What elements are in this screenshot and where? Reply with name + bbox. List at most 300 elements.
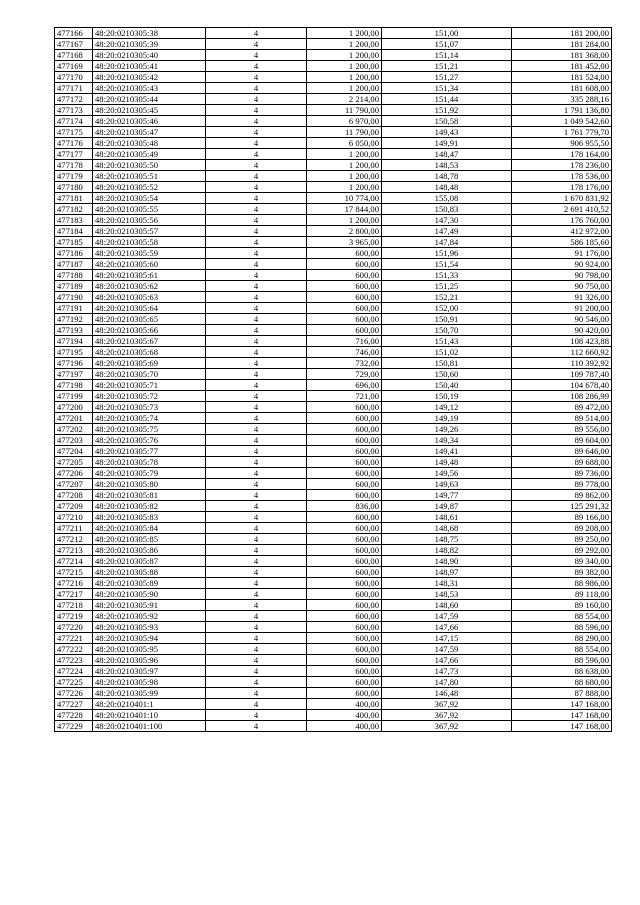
rate-cell: 150,58 <box>382 116 512 127</box>
cadastral-number-cell: 48:20:0210305:46 <box>93 116 206 127</box>
value-cell: 89 778,00 <box>512 479 612 490</box>
group-cell: 4 <box>206 490 307 501</box>
rate-cell: 151,92 <box>382 105 512 116</box>
area-cell: 600,00 <box>307 600 382 611</box>
table-row <box>55 369 612 380</box>
table-row <box>55 479 612 490</box>
table-row <box>55 94 612 105</box>
rate-cell: 148,61 <box>382 512 512 523</box>
rate-cell: 147,59 <box>382 611 512 622</box>
value-cell: 88 680,00 <box>512 677 612 688</box>
table-row <box>55 248 612 259</box>
group-cell: 4 <box>206 413 307 424</box>
row-number-cell: 477191 <box>55 303 93 314</box>
cadastral-number-cell: 48:20:0210305:89 <box>93 578 206 589</box>
table-row <box>55 182 612 193</box>
area-cell: 3 965,00 <box>307 237 382 248</box>
table-row <box>55 325 612 336</box>
rate-cell: 148,53 <box>382 160 512 171</box>
value-cell: 91 326,00 <box>512 292 612 303</box>
area-cell: 600,00 <box>307 589 382 600</box>
cadastral-number-cell: 48:20:0210305:57 <box>93 226 206 237</box>
table-row <box>55 270 612 281</box>
rate-cell: 367,92 <box>382 721 512 732</box>
rate-cell: 148,75 <box>382 534 512 545</box>
rate-cell: 148,90 <box>382 556 512 567</box>
group-cell: 4 <box>206 721 307 732</box>
value-cell: 178 164,00 <box>512 149 612 160</box>
value-cell: 2 691 410,52 <box>512 204 612 215</box>
row-number-cell: 477189 <box>55 281 93 292</box>
value-cell: 90 546,00 <box>512 314 612 325</box>
group-cell: 4 <box>206 347 307 358</box>
area-cell: 600,00 <box>307 248 382 259</box>
cadastral-number-cell: 48:20:0210305:84 <box>93 523 206 534</box>
cadastral-number-cell: 48:20:0210305:70 <box>93 369 206 380</box>
rate-cell: 150,70 <box>382 325 512 336</box>
table-row <box>55 83 612 94</box>
rate-cell: 367,92 <box>382 699 512 710</box>
rate-cell: 151,54 <box>382 259 512 270</box>
area-cell: 2 800,00 <box>307 226 382 237</box>
area-cell: 1 200,00 <box>307 28 382 39</box>
rate-cell: 149,77 <box>382 490 512 501</box>
area-cell: 600,00 <box>307 413 382 424</box>
area-cell: 716,00 <box>307 336 382 347</box>
group-cell: 4 <box>206 303 307 314</box>
table-row <box>55 534 612 545</box>
table-row <box>55 699 612 710</box>
cadastral-number-cell: 48:20:0210305:40 <box>93 50 206 61</box>
area-cell: 600,00 <box>307 644 382 655</box>
table-row <box>55 292 612 303</box>
value-cell: 178 536,00 <box>512 171 612 182</box>
value-cell: 1 761 779,70 <box>512 127 612 138</box>
rate-cell: 147,84 <box>382 237 512 248</box>
value-cell: 87 888,00 <box>512 688 612 699</box>
value-cell: 181 200,00 <box>512 28 612 39</box>
row-number-cell: 477210 <box>55 512 93 523</box>
cadastral-number-cell: 48:20:0210401:1 <box>93 699 206 710</box>
rate-cell: 147,66 <box>382 622 512 633</box>
table-row <box>55 655 612 666</box>
area-cell: 1 200,00 <box>307 171 382 182</box>
value-cell: 89 160,00 <box>512 600 612 611</box>
cadastral-number-cell: 48:20:0210305:52 <box>93 182 206 193</box>
group-cell: 4 <box>206 215 307 226</box>
group-cell: 4 <box>206 633 307 644</box>
group-cell: 4 <box>206 644 307 655</box>
row-number-cell: 477217 <box>55 589 93 600</box>
row-number-cell: 477174 <box>55 116 93 127</box>
area-cell: 600,00 <box>307 292 382 303</box>
rate-cell: 150,60 <box>382 369 512 380</box>
cadastral-number-cell: 48:20:0210305:60 <box>93 259 206 270</box>
group-cell: 4 <box>206 292 307 303</box>
row-number-cell: 477221 <box>55 633 93 644</box>
table-row <box>55 391 612 402</box>
rate-cell: 149,91 <box>382 138 512 149</box>
row-number-cell: 477214 <box>55 556 93 567</box>
table-row <box>55 677 612 688</box>
table-row <box>55 259 612 270</box>
value-cell: 90 420,00 <box>512 325 612 336</box>
area-cell: 746,00 <box>307 347 382 358</box>
rate-cell: 148,48 <box>382 182 512 193</box>
row-number-cell: 477212 <box>55 534 93 545</box>
table-row <box>55 446 612 457</box>
table-row <box>55 578 612 589</box>
table-row <box>55 435 612 446</box>
area-cell: 1 200,00 <box>307 160 382 171</box>
group-cell: 4 <box>206 72 307 83</box>
group-cell: 4 <box>206 116 307 127</box>
row-number-cell: 477180 <box>55 182 93 193</box>
area-cell: 600,00 <box>307 479 382 490</box>
area-cell: 600,00 <box>307 677 382 688</box>
area-cell: 600,00 <box>307 259 382 270</box>
area-cell: 600,00 <box>307 534 382 545</box>
group-cell: 4 <box>206 160 307 171</box>
table-row <box>55 721 612 732</box>
value-cell: 147 168,00 <box>512 710 612 721</box>
cadastral-number-cell: 48:20:0210305:91 <box>93 600 206 611</box>
table-row <box>55 644 612 655</box>
table-row <box>55 347 612 358</box>
value-cell: 89 862,00 <box>512 490 612 501</box>
row-number-cell: 477177 <box>55 149 93 160</box>
area-cell: 6 050,00 <box>307 138 382 149</box>
cadastral-number-cell: 48:20:0210305:80 <box>93 479 206 490</box>
group-cell: 4 <box>206 468 307 479</box>
group-cell: 4 <box>206 182 307 193</box>
row-number-cell: 477213 <box>55 545 93 556</box>
cadastral-number-cell: 48:20:0210305:77 <box>93 446 206 457</box>
table-row <box>55 336 612 347</box>
value-cell: 89 646,00 <box>512 446 612 457</box>
area-cell: 600,00 <box>307 611 382 622</box>
row-number-cell: 477201 <box>55 413 93 424</box>
group-cell: 4 <box>206 600 307 611</box>
row-number-cell: 477215 <box>55 567 93 578</box>
cadastral-number-cell: 48:20:0210305:51 <box>93 171 206 182</box>
value-cell: 109 787,40 <box>512 369 612 380</box>
row-number-cell: 477166 <box>55 28 93 39</box>
cadastral-number-cell: 48:20:0210305:54 <box>93 193 206 204</box>
area-cell: 600,00 <box>307 468 382 479</box>
cadastral-number-cell: 48:20:0210305:39 <box>93 39 206 50</box>
area-cell: 600,00 <box>307 270 382 281</box>
rate-cell: 151,33 <box>382 270 512 281</box>
value-cell: 89 340,00 <box>512 556 612 567</box>
group-cell: 4 <box>206 479 307 490</box>
cadastral-number-cell: 48:20:0210305:41 <box>93 61 206 72</box>
group-cell: 4 <box>206 589 307 600</box>
row-number-cell: 477206 <box>55 468 93 479</box>
table-row <box>55 413 612 424</box>
row-number-cell: 477196 <box>55 358 93 369</box>
area-cell: 1 200,00 <box>307 83 382 94</box>
group-cell: 4 <box>206 391 307 402</box>
area-cell: 1 200,00 <box>307 72 382 83</box>
value-cell: 176 760,00 <box>512 215 612 226</box>
row-number-cell: 477228 <box>55 710 93 721</box>
row-number-cell: 477219 <box>55 611 93 622</box>
row-number-cell: 477167 <box>55 39 93 50</box>
rate-cell: 147,59 <box>382 644 512 655</box>
cadastral-number-cell: 48:20:0210305:87 <box>93 556 206 567</box>
table-row <box>55 457 612 468</box>
cadastral-number-cell: 48:20:0210305:72 <box>93 391 206 402</box>
cadastral-number-cell: 48:20:0210305:38 <box>93 28 206 39</box>
value-cell: 147 168,00 <box>512 699 612 710</box>
area-cell: 1 200,00 <box>307 182 382 193</box>
table-row <box>55 314 612 325</box>
row-number-cell: 477193 <box>55 325 93 336</box>
cadastral-number-cell: 48:20:0210305:76 <box>93 435 206 446</box>
area-cell: 600,00 <box>307 435 382 446</box>
table-row <box>55 512 612 523</box>
value-cell: 89 166,00 <box>512 512 612 523</box>
row-number-cell: 477218 <box>55 600 93 611</box>
cadastral-number-cell: 48:20:0210305:78 <box>93 457 206 468</box>
cadastral-number-cell: 48:20:0210305:64 <box>93 303 206 314</box>
cadastral-number-cell: 48:20:0210305:85 <box>93 534 206 545</box>
area-cell: 729,00 <box>307 369 382 380</box>
rate-cell: 151,21 <box>382 61 512 72</box>
value-cell: 178 176,00 <box>512 182 612 193</box>
group-cell: 4 <box>206 655 307 666</box>
row-number-cell: 477184 <box>55 226 93 237</box>
rate-cell: 149,26 <box>382 424 512 435</box>
value-cell: 1 670 831,92 <box>512 193 612 204</box>
rate-cell: 149,12 <box>382 402 512 413</box>
rate-cell: 367,92 <box>382 710 512 721</box>
row-number-cell: 477172 <box>55 94 93 105</box>
rate-cell: 151,44 <box>382 94 512 105</box>
cadastral-number-cell: 48:20:0210401:100 <box>93 721 206 732</box>
table-row <box>55 611 612 622</box>
rate-cell: 147,66 <box>382 655 512 666</box>
cadastral-number-cell: 48:20:0210305:50 <box>93 160 206 171</box>
area-cell: 1 200,00 <box>307 215 382 226</box>
table-row <box>55 556 612 567</box>
table-row <box>55 226 612 237</box>
table-row <box>55 160 612 171</box>
row-number-cell: 477220 <box>55 622 93 633</box>
value-cell: 91 200,00 <box>512 303 612 314</box>
cadastral-number-cell: 48:20:0210305:45 <box>93 105 206 116</box>
value-cell: 88 986,00 <box>512 578 612 589</box>
cadastral-number-cell: 48:20:0210305:67 <box>93 336 206 347</box>
rate-cell: 147,80 <box>382 677 512 688</box>
area-cell: 11 790,00 <box>307 105 382 116</box>
area-cell: 600,00 <box>307 512 382 523</box>
area-cell: 600,00 <box>307 325 382 336</box>
rate-cell: 149,34 <box>382 435 512 446</box>
value-cell: 90 798,00 <box>512 270 612 281</box>
area-cell: 600,00 <box>307 567 382 578</box>
cadastral-number-cell: 48:20:0210305:93 <box>93 622 206 633</box>
value-cell: 89 472,00 <box>512 402 612 413</box>
group-cell: 4 <box>206 424 307 435</box>
row-number-cell: 477226 <box>55 688 93 699</box>
group-cell: 4 <box>206 358 307 369</box>
area-cell: 600,00 <box>307 578 382 589</box>
row-number-cell: 477199 <box>55 391 93 402</box>
cadastral-number-cell: 48:20:0210305:58 <box>93 237 206 248</box>
cadastral-number-cell: 48:20:0210305:82 <box>93 501 206 512</box>
row-number-cell: 477175 <box>55 127 93 138</box>
group-cell: 4 <box>206 699 307 710</box>
row-number-cell: 477194 <box>55 336 93 347</box>
rate-cell: 151,00 <box>382 28 512 39</box>
value-cell: 586 185,60 <box>512 237 612 248</box>
cadastral-number-cell: 48:20:0210305:74 <box>93 413 206 424</box>
value-cell: 1 049 542,60 <box>512 116 612 127</box>
area-cell: 600,00 <box>307 457 382 468</box>
group-cell: 4 <box>206 314 307 325</box>
group-cell: 4 <box>206 325 307 336</box>
value-cell: 90 924,00 <box>512 259 612 270</box>
value-cell: 88 638,00 <box>512 666 612 677</box>
group-cell: 4 <box>206 138 307 149</box>
table-row <box>55 545 612 556</box>
value-cell: 89 688,00 <box>512 457 612 468</box>
rate-cell: 148,53 <box>382 589 512 600</box>
table-row <box>55 127 612 138</box>
value-cell: 88 554,00 <box>512 611 612 622</box>
rate-cell: 148,60 <box>382 600 512 611</box>
row-number-cell: 477223 <box>55 655 93 666</box>
group-cell: 4 <box>206 259 307 270</box>
value-cell: 89 208,00 <box>512 523 612 534</box>
group-cell: 4 <box>206 710 307 721</box>
group-cell: 4 <box>206 435 307 446</box>
row-number-cell: 477229 <box>55 721 93 732</box>
rate-cell: 149,63 <box>382 479 512 490</box>
value-cell: 181 524,00 <box>512 72 612 83</box>
group-cell: 4 <box>206 127 307 138</box>
rate-cell: 149,19 <box>382 413 512 424</box>
group-cell: 4 <box>206 171 307 182</box>
cadastral-number-cell: 48:20:0210305:79 <box>93 468 206 479</box>
value-cell: 89 604,00 <box>512 435 612 446</box>
cadastral-number-cell: 48:20:0210305:98 <box>93 677 206 688</box>
row-number-cell: 477216 <box>55 578 93 589</box>
group-cell: 4 <box>206 688 307 699</box>
group-cell: 4 <box>206 556 307 567</box>
area-cell: 600,00 <box>307 303 382 314</box>
rate-cell: 149,41 <box>382 446 512 457</box>
value-cell: 181 452,00 <box>512 61 612 72</box>
table-row <box>55 622 612 633</box>
cadastral-number-cell: 48:20:0210305:63 <box>93 292 206 303</box>
area-cell: 17 844,00 <box>307 204 382 215</box>
cadastral-number-cell: 48:20:0210305:71 <box>93 380 206 391</box>
table-row <box>55 633 612 644</box>
cadastral-value-table <box>54 27 612 732</box>
area-cell: 600,00 <box>307 633 382 644</box>
table-row <box>55 710 612 721</box>
group-cell: 4 <box>206 611 307 622</box>
row-number-cell: 477222 <box>55 644 93 655</box>
rate-cell: 147,49 <box>382 226 512 237</box>
table-row <box>55 39 612 50</box>
table-row <box>55 105 612 116</box>
cadastral-number-cell: 48:20:0210305:42 <box>93 72 206 83</box>
table-row <box>55 600 612 611</box>
area-cell: 732,00 <box>307 358 382 369</box>
rate-cell: 150,83 <box>382 204 512 215</box>
group-cell: 4 <box>206 534 307 545</box>
rate-cell: 148,82 <box>382 545 512 556</box>
value-cell: 89 514,00 <box>512 413 612 424</box>
area-cell: 10 774,00 <box>307 193 382 204</box>
group-cell: 4 <box>206 501 307 512</box>
group-cell: 4 <box>206 94 307 105</box>
table-row <box>55 149 612 160</box>
cadastral-number-cell: 48:20:0210305:95 <box>93 644 206 655</box>
table-row <box>55 215 612 226</box>
value-cell: 88 596,00 <box>512 655 612 666</box>
group-cell: 4 <box>206 193 307 204</box>
cadastral-number-cell: 48:20:0210305:81 <box>93 490 206 501</box>
table-row <box>55 281 612 292</box>
row-number-cell: 477168 <box>55 50 93 61</box>
group-cell: 4 <box>206 204 307 215</box>
rate-cell: 149,43 <box>382 127 512 138</box>
row-number-cell: 477190 <box>55 292 93 303</box>
cadastral-number-cell: 48:20:0210305:62 <box>93 281 206 292</box>
area-cell: 600,00 <box>307 490 382 501</box>
table-row <box>55 72 612 83</box>
table-row <box>55 50 612 61</box>
value-cell: 89 118,00 <box>512 589 612 600</box>
area-cell: 600,00 <box>307 666 382 677</box>
rate-cell: 151,27 <box>382 72 512 83</box>
area-cell: 696,00 <box>307 380 382 391</box>
table-row <box>55 358 612 369</box>
row-number-cell: 477176 <box>55 138 93 149</box>
rate-cell: 148,68 <box>382 523 512 534</box>
value-cell: 88 290,00 <box>512 633 612 644</box>
rate-cell: 148,97 <box>382 567 512 578</box>
area-cell: 1 200,00 <box>307 61 382 72</box>
table-row <box>55 138 612 149</box>
value-cell: 1 791 136,80 <box>512 105 612 116</box>
group-cell: 4 <box>206 83 307 94</box>
group-cell: 4 <box>206 523 307 534</box>
row-number-cell: 477224 <box>55 666 93 677</box>
row-number-cell: 477171 <box>55 83 93 94</box>
cadastral-number-cell: 48:20:0210305:69 <box>93 358 206 369</box>
value-cell: 89 556,00 <box>512 424 612 435</box>
cadastral-number-cell: 48:20:0210305:66 <box>93 325 206 336</box>
table-row <box>55 193 612 204</box>
table-row <box>55 380 612 391</box>
group-cell: 4 <box>206 369 307 380</box>
value-cell: 181 608,00 <box>512 83 612 94</box>
group-cell: 4 <box>206 567 307 578</box>
rate-cell: 150,19 <box>382 391 512 402</box>
area-cell: 600,00 <box>307 556 382 567</box>
group-cell: 4 <box>206 446 307 457</box>
area-cell: 11 790,00 <box>307 127 382 138</box>
row-number-cell: 477185 <box>55 237 93 248</box>
cadastral-number-cell: 48:20:0210305:43 <box>93 83 206 94</box>
value-cell: 89 292,00 <box>512 545 612 556</box>
